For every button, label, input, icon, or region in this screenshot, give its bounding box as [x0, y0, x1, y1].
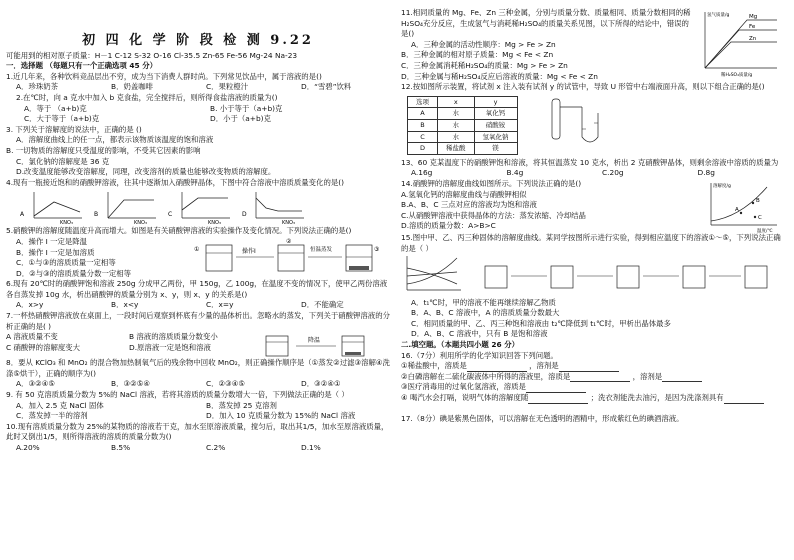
q4-curve-d — [256, 198, 302, 211]
q4-graph-b-label: B — [94, 211, 99, 219]
q7-figure — [246, 332, 376, 358]
q6-option-b[interactable]: B．x<y — [111, 300, 139, 310]
q15-figure — [401, 254, 781, 294]
q7-option-a[interactable]: A 溶液质量不变 — [6, 332, 58, 342]
page-title: 初 四 化 学 阶 段 检 测 9.22 — [82, 33, 314, 48]
q8-option-c[interactable]: C．②③④⑤ — [206, 379, 246, 389]
q5-beaker-2 — [278, 245, 304, 271]
q11-ylabel: 氢气质量/g — [707, 13, 730, 18]
q16-line-4 — [401, 393, 787, 404]
q5-label-evap: 恒温蒸发 — [310, 246, 333, 253]
q3-option-c[interactable]: C．氯化钠的溶解度是 36 克 — [16, 156, 110, 166]
q5-op2: B．操作 I 一定是加溶质 — [16, 247, 95, 257]
q1-option-d[interactable]: D．“雪碧”饮料 — [301, 82, 352, 92]
table-row[interactable] — [408, 108, 518, 120]
left-column — [6, 8, 390, 454]
q12-table — [407, 96, 518, 155]
q11-line-zn — [705, 42, 777, 68]
q14-option-d[interactable]: D.溶质的质量分数：A>B>C — [401, 221, 496, 231]
q12-th-x: x — [438, 96, 475, 108]
q12-cell: B — [408, 119, 438, 131]
q16-stem: 16.（7分）利用所学的化学知识回答下列问题。 — [401, 350, 558, 360]
q9-options-2 — [6, 411, 390, 422]
q16-blank-6[interactable] — [528, 395, 588, 404]
q7-option-d[interactable]: D.原溶液一定是饱和溶液 — [129, 342, 211, 352]
q5-label-op: 操作Ⅰ — [242, 247, 256, 255]
q10-stem: 10.现有溶质质量分数为 25%的某物质的溶液若干克，加水至原溶液质量，搅匀后，取出其1/5，加水至原溶液质量，此时又倒出1/5，则所得溶液的溶质的质量分数为() — [6, 421, 389, 442]
q14-solubility-graph — [701, 179, 781, 233]
q12-cell: 水 — [438, 119, 475, 131]
q16-blank-4[interactable] — [662, 373, 702, 382]
q8-options — [6, 379, 390, 390]
q13-option-d[interactable]: D.8g — [697, 168, 715, 178]
q7-crystals — [345, 352, 361, 355]
q6-option-c[interactable]: C．x=y — [206, 300, 234, 310]
q15-beaker-4 — [683, 266, 705, 288]
q16-text-3: ②白磷溶解在二硫化碳液体中所得的溶液里，溶质是 — [401, 371, 571, 381]
q4-graph-d-x: KNO₃ — [282, 220, 295, 225]
q8-option-a[interactable]: A．③②④⑤ — [16, 379, 55, 389]
q14-label-c: C — [758, 214, 762, 221]
q11-option-c[interactable]: C．三种金属消耗稀H₂SO₄的质量：Mg > Fe > Zn — [401, 60, 568, 70]
q16-blank-3[interactable] — [570, 373, 630, 382]
q11-label-zn: Zn — [749, 36, 757, 42]
q14-option-a[interactable]: A.氢氧化钙的溶解度曲线与硝酸钾相似 — [401, 189, 527, 199]
q12-cell: 水 — [438, 131, 475, 143]
q5-label-2: ② — [286, 237, 292, 245]
q14-option-c[interactable]: C.从硝酸钾溶液中获得晶体的方法：蒸发浓缩、冷却结晶 — [401, 210, 586, 220]
q2-option-c[interactable]: C．大于等于（a+b)克 — [24, 114, 100, 124]
q4-graph-a-x: KNO₃ — [60, 220, 73, 225]
q11-block — [401, 8, 787, 82]
section-heading-fill: 二.填空题。（本题共四小题 26 分） — [401, 340, 520, 350]
q16-line-1 — [401, 361, 787, 372]
q14-stem: 14.硝酸钾的溶解度曲线如图所示。下列说法正确的是() — [401, 178, 582, 188]
q1-stem: 1.近几年来，各种饮料竞品层出不穷，成为当下消费人群时尚。下列常见饮品中，属于溶液的是() — [6, 71, 322, 81]
q4-stem: 4.现有一瓶接近饱和的硝酸钾溶液，往其中逐渐加入硝酸钾晶体，下图中符合溶液中溶质质量变化的是() — [6, 177, 345, 187]
q12-stem: 12.按如图所示装置，将试剂 x 注入装有试剂 y 的试管中，导致 U 形管中右端液面升高，则以下组合正确的是() — [401, 82, 765, 92]
q17-stem: 17.（8分）碘是紫黑色固体，可以溶解在无色透明的酒精中，形成紫红色的碘酒溶液。 — [401, 413, 684, 423]
q7-option-c[interactable]: C 硝酸钾的溶解度变大 — [6, 342, 81, 352]
q11-graph — [691, 8, 781, 78]
q4-graph-d-label: D — [242, 211, 247, 219]
q5-stem: 5.硝酸钾的溶解度随温度升高而增大。如图是有关硝酸钾溶液的实验操作及变化情况。下列说法正确的是() — [6, 226, 352, 236]
q3-option-a[interactable]: A．溶解度曲线上的任一点，都表示该物质该温度的饱和溶液 — [16, 135, 214, 145]
q15-curve-yi — [407, 272, 457, 276]
q13-option-b[interactable]: B.4g — [506, 168, 524, 178]
q9-stem: 9. 有 50 克溶质质量分数为 5%的 NaCl 溶液，若将其溶质的质量分数增大一倍，下列做法正确的是（ ） — [6, 390, 349, 400]
q9-option-d[interactable]: D．加入 10 克质量分数为 15%的 NaCl 溶液 — [206, 411, 356, 421]
q12-cell: 镁 — [474, 143, 517, 155]
q5-label-1: ① — [194, 245, 200, 253]
q11-line-fe — [705, 30, 777, 68]
q15-beaker-1 — [485, 266, 507, 288]
q16-blank-1[interactable] — [467, 363, 527, 372]
q2-options-1 — [6, 104, 390, 115]
q13-stem: 13、60 克某温度下的硝酸钾饱和溶液，将其恒温蒸发 10 克水，析出 2 克硝酸钾晶体，则剩余溶液中溶质的质量为 — [401, 157, 779, 167]
right-column — [401, 8, 787, 424]
q15-option-c[interactable]: C．相同质量的甲、乙、丙三种饱和溶液由 t₂℃降低到 t₁℃时，甲析出晶体最多 — [411, 318, 671, 328]
q12-test-tube — [552, 99, 560, 139]
q4-graph-a-label: A — [20, 211, 25, 219]
q1-options — [6, 82, 390, 93]
q4-curve-a — [34, 202, 80, 216]
q1-option-b[interactable]: B．奶盖咖啡 — [111, 82, 154, 92]
q3-stem: 3. 下列关于溶解度的说法中，正确的是 () — [6, 124, 142, 134]
q14-point-a — [740, 212, 742, 214]
q1-option-a[interactable]: A．珍珠奶茶 — [16, 82, 59, 92]
q12-body — [401, 93, 787, 158]
q15-option-a[interactable]: A．t₁℃时，甲的溶液不能再继续溶解乙物质 — [411, 297, 556, 307]
q6-option-d[interactable]: D．不能确定 — [301, 300, 344, 310]
q13-option-a[interactable]: A.16g — [411, 168, 433, 178]
q14-label-a: A — [735, 206, 739, 213]
q5-beakers-figure — [186, 237, 386, 277]
q10-option-c[interactable]: C.2% — [206, 443, 226, 452]
q7-arrow-label: 降温 — [308, 337, 321, 345]
q14-option-b[interactable]: B.A、B、C 三点对应的溶液均为饱和溶液 — [401, 200, 537, 210]
q4-graph-b-x: KNO₃ — [134, 220, 147, 225]
q12-cell: 氧化钙 — [474, 108, 517, 120]
q11-label-mg: Mg — [749, 14, 758, 20]
q16-text-1: ①稀盐酸中，溶质是 — [401, 361, 467, 371]
q2-option-b[interactable]: B. 小于等于（a+b)克 — [210, 103, 283, 113]
q4-graphs — [20, 190, 390, 224]
q4-graph-c[interactable] — [168, 190, 232, 224]
q12-u-tube-apparatus — [542, 93, 622, 149]
q14-label-b: B — [756, 197, 760, 204]
q7-body — [6, 332, 390, 358]
q5-beaker-1 — [206, 245, 232, 271]
q4-curve-b — [108, 200, 154, 218]
q12-cell: 稀盐酸 — [438, 143, 475, 155]
q5-body — [6, 237, 390, 279]
q7-beaker-1 — [266, 336, 288, 356]
q6-option-a[interactable]: A．x>y — [16, 300, 44, 310]
q11-option-d[interactable]: D．三种金属与稀H₂SO₄反应后溶液的质量：Mg < Fe < Zn — [401, 71, 598, 81]
q12-cell: A — [408, 108, 438, 120]
q5-option-d[interactable]: D．②与③的溶质质量分数一定相等 — [16, 268, 132, 278]
q10-option-b[interactable]: B.5% — [111, 443, 131, 452]
q9-options-1 — [6, 401, 390, 412]
q12-u-tube — [582, 107, 598, 142]
q16-text-7: ；洗衣剂能洗去油污，是因为洗涤剂具有 — [590, 393, 724, 403]
q11-stem: 11.相同质量的 Mg、Fe、Zn 三种金属，分别与质量分数、质量相同、质量分数相同的稀H₂SO₄充分反应，生成氢气与消耗稀H₂SO₄的质量关系见图，以下所得的结论中，错误的是() — [401, 8, 691, 39]
q6-stem: 6.现有 20℃时的硝酸钾饱和溶液 250g 分成甲乙两份，甲 150g，乙 100g，在温度不变的情况下，使甲乙两份溶液各自蒸发掉 10g 水，析出硝酸钾的质量分别为 x、y，则 x、y 的关系是() — [6, 279, 388, 299]
table-row[interactable] — [408, 143, 518, 155]
q4-curve-c — [182, 198, 228, 210]
q15-option-d[interactable]: D．A、B、C 溶液中，只有 B 是饱和溶液 — [411, 329, 548, 339]
q16-blank-7[interactable] — [724, 395, 764, 404]
q9-option-a[interactable]: A．加入 2.5 克 NaCl 固体 — [16, 400, 104, 410]
q12-cell: 水 — [438, 108, 475, 120]
q13-options — [401, 168, 787, 179]
q16-line-3 — [401, 382, 787, 393]
q2-options-2 — [6, 114, 390, 125]
q11-option-a[interactable]: A．三种金属的活动性顺序：Mg > Fe > Zn — [411, 39, 556, 49]
q10-options — [6, 443, 390, 454]
q15-curve-jia — [407, 258, 457, 284]
q8-stem: 8．要从 KClO₃ 和 MnO₂ 的混合物加热制氧气后的残余物中回收 MnO₂，则正确操作顺序是（①蒸发②过滤③溶解④洗涤⑤烘干），正确的顺序为() — [6, 358, 390, 378]
q15-option-b[interactable]: B．A、B、C 溶液中，A 的溶质质量分数最大 — [411, 308, 560, 318]
q12-table-header — [408, 96, 518, 108]
q14-point-c — [754, 216, 756, 218]
q14-point-b — [752, 202, 754, 204]
atomic-masses: 可能用到的相对原子质量：H－1 C-12 S-32 O-16 Cl-35.5 Zn-65 Fe-56 Mg-24 Na-23 — [6, 50, 298, 60]
q12-cell: C — [408, 131, 438, 143]
q4-graph-c-x: KNO₃ — [208, 220, 221, 225]
q12-cell: D — [408, 143, 438, 155]
q9-option-b[interactable]: B．蒸发掉 25 克溶剂 — [206, 400, 277, 410]
q13-option-c[interactable]: C.20g — [602, 168, 624, 178]
q7-options-2 — [6, 343, 246, 354]
q16-line-2 — [401, 372, 787, 383]
q5-op1: A．操作 I 一定是降温 — [16, 236, 88, 246]
q6-options — [6, 300, 390, 311]
q3-option-d[interactable]: D.改变温度能够改变溶解度，同理，改变溶剂的质量也能够改变物质的溶解度。 — [16, 167, 276, 177]
q15-beaker-2 — [551, 266, 573, 288]
q7-options-1 — [6, 332, 246, 343]
q5-label-3: ③ — [374, 245, 380, 253]
q12-th-y: y — [474, 96, 517, 108]
q10-option-d[interactable]: D.1% — [301, 443, 321, 452]
q16-text-5: ③医疗消毒用的过氧化氢溶液，溶质是 — [401, 382, 526, 392]
q4-graph-d[interactable] — [242, 190, 306, 224]
q2-option-d[interactable]: D．小于（a+b)克 — [210, 114, 271, 124]
table-row[interactable] — [408, 131, 518, 143]
section-heading-choice: 一．选择题 （每题只有一个正确选项 45 分） — [6, 61, 158, 71]
q16-text-6: ④ 喝汽水会打嗝，说明气体的溶解度随 — [401, 393, 529, 403]
q5-option-c[interactable]: C．①与③的溶质质量一定相等 — [16, 258, 116, 268]
q8-option-b[interactable]: B．③②⑤④ — [111, 379, 150, 389]
q16-text-4: ，溶剂是 — [632, 371, 663, 381]
q15-stem: 15.图中甲、乙、丙三种固体的溶解度曲线。某同学按图所示进行实验，得到相应温度下的溶液①～⑤，下列说法正确的是（ ） — [401, 232, 781, 253]
q12-cell: 硝酸铵 — [474, 119, 517, 131]
q4-graph-a[interactable] — [20, 190, 84, 224]
q7-stem: 7.一杯热硝酸钾溶液放在桌面上，一段时间后观察到杯底有少量的晶体析出。忽略水的蒸发，下列关于硝酸钾溶液的分析正确的是( ) — [6, 311, 390, 331]
q8-option-d[interactable]: D．③②④① — [301, 379, 341, 389]
q11-option-b[interactable]: B．三种金属的相对原子质量：Mg < Fe < Zn — [401, 50, 554, 60]
q2-stem: 2.在℃时，向 a 克水中加入 b 克食盐，完全搅拌后，则所得食盐溶液的质量为() — [16, 92, 278, 102]
q12-cell: 氢氧化钠 — [474, 131, 517, 143]
q16-blank-2[interactable] — [559, 363, 619, 372]
q11-label-fe: Fe — [749, 24, 756, 30]
q16-blank-5[interactable] — [526, 384, 586, 393]
q7-option-b[interactable]: B 溶液的溶质质量分数变小 — [129, 332, 218, 342]
table-row[interactable] — [408, 119, 518, 131]
q12-th-option: 选项 — [408, 96, 438, 108]
q2-option-a[interactable]: A．等于 （a+b)克 — [24, 103, 87, 113]
q10-option-a[interactable]: A.20% — [16, 443, 40, 452]
q15-beaker-3 — [617, 266, 639, 288]
q11-xlabel: 稀H₂SO₄质量/g — [721, 73, 753, 78]
q16-text-2: ，溶剂是 — [529, 361, 559, 371]
q4-graph-b[interactable] — [94, 190, 158, 224]
q5-crystals — [349, 266, 369, 270]
q15-beaker-5 — [745, 266, 767, 288]
q9-option-c[interactable]: C．蒸发掉一半的溶剂 — [16, 411, 88, 421]
q4-graph-c-label: C — [168, 211, 173, 219]
q1-option-c[interactable]: C．果粒橙汁 — [206, 82, 249, 92]
q11-line-mg — [705, 20, 777, 68]
q14-ylabel: 溶解度/g — [713, 183, 731, 189]
q14-block — [401, 179, 787, 233]
q14-xlabel: 温度/℃ — [757, 228, 773, 233]
q3-option-b[interactable]: B. 一切物质的溶解度只受温度的影响，不受其它因素的影响 — [6, 145, 201, 155]
